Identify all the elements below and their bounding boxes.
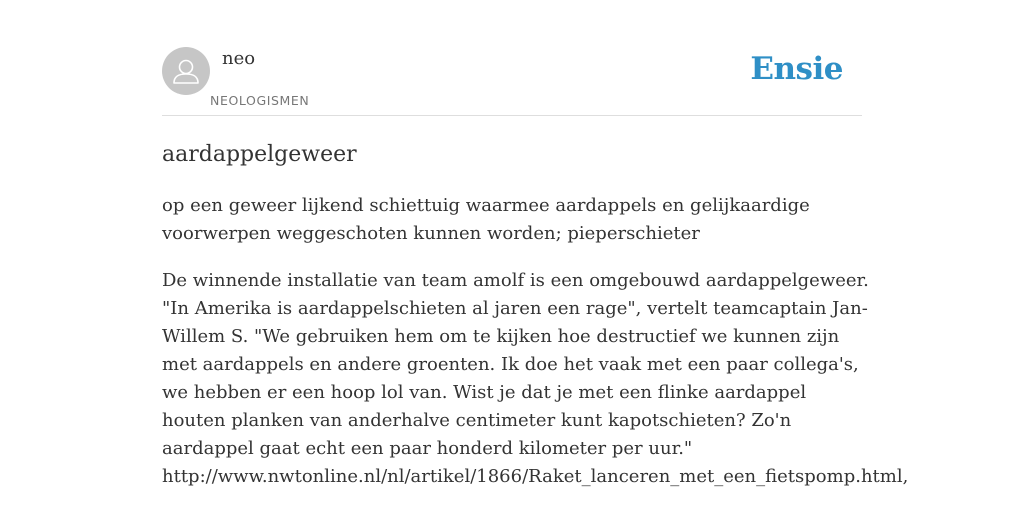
header-divider	[162, 115, 862, 116]
user-avatar[interactable]	[162, 47, 210, 95]
category-label[interactable]: NEOLOGISMEN	[210, 93, 310, 108]
entry-title: aardappelgeweer	[162, 142, 357, 167]
username[interactable]: neo	[222, 48, 256, 69]
ensie-logo[interactable]: Ensie	[750, 51, 843, 87]
entry-example: De winnende installatie van team amolf is een omgebouwd aardappelgeweer. "In Amerika is aardappelschieten al jaren een rage", vertelt teamcaptain Jan-Willem S. "We gebruiken hem om te kijken hoe destructief we kunnen zijn met aardappels en andere groenten. Ik doe het vaak met een paar collega's, we hebben er een hoop lol van. Wist je dat je met een flinke aardappel houten planken van anderhalve centimeter kunt kapotschieten? Zo'n aardappel gaat echt een paar honderd kilometer per uur." http://www.nwtonline.nl/nl/artikel/1866/Raket_lanceren_met_een_fietspomp.html,	[162, 270, 909, 487]
user-avatar-icon	[162, 47, 210, 95]
entry-definition: op een geweer lijkend schiettuig waarmee aardappels en gelijkaardige voorwerpen weggeschoten kunnen worden; pieperschieter	[162, 195, 810, 244]
